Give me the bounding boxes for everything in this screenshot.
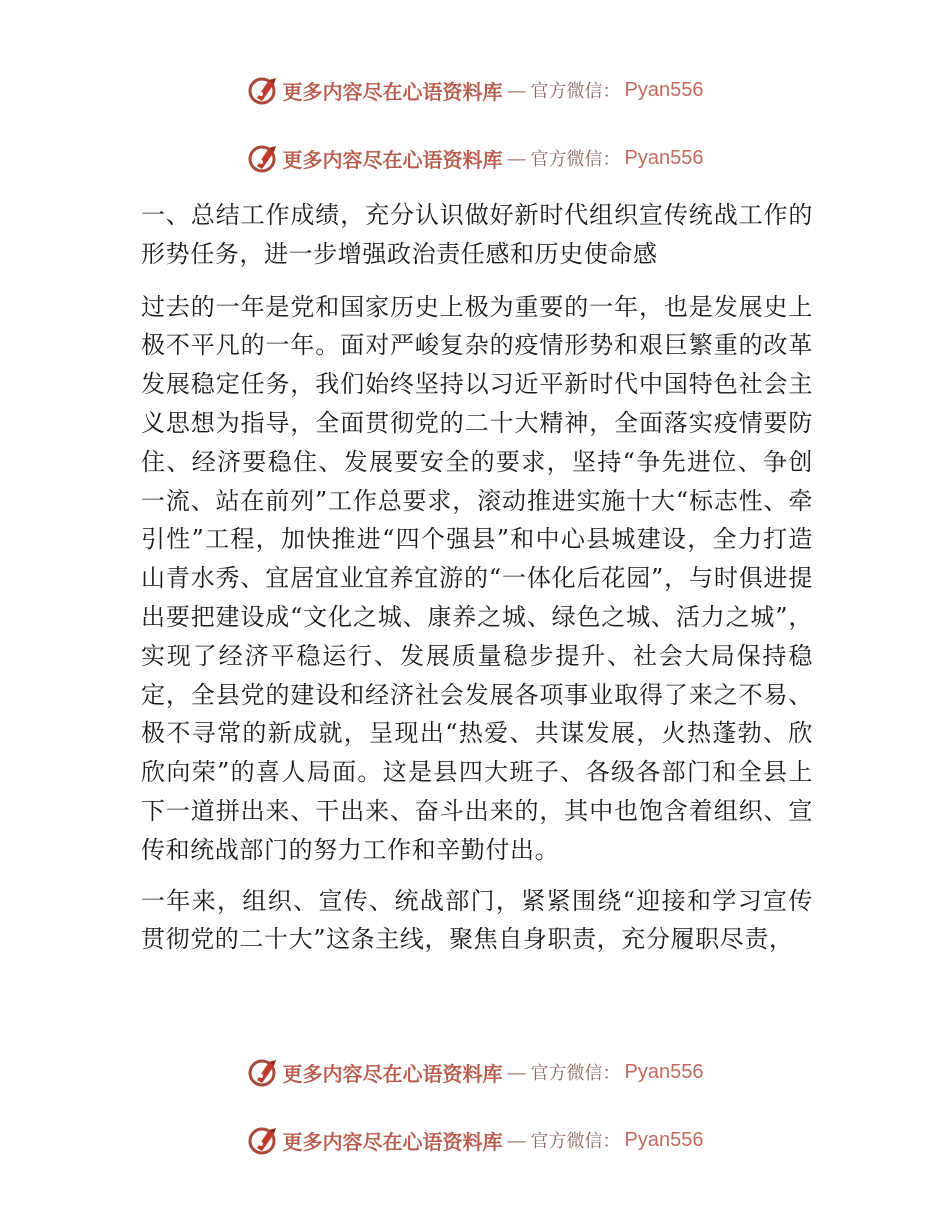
watermark-banner-top-1 [0,70,950,110]
watermark-wechat-label: 官方微信： [530,149,621,170]
pen-nib-logo-icon [247,1124,279,1156]
watermark-text: 更多内容尽在心语资料库 [282,1129,503,1154]
watermark-wechat-label: 官方微信： [530,1131,621,1152]
watermark-text: 更多内容尽在心语资料库 [282,1061,503,1086]
pen-nib-logo-icon [247,142,279,174]
pen-nib-logo-icon [247,74,279,106]
watermark-banner-bottom-2 [0,1120,950,1160]
watermark-dash: — [506,1128,527,1152]
document-body [141,196,813,971]
watermark-wechat-id: Pyan556 [624,1128,704,1151]
watermark-text: 更多内容尽在心语资料库 [282,147,503,172]
watermark-text: 更多内容尽在心语资料库 [282,79,503,104]
watermark-dash: — [506,146,527,170]
watermark-dash: — [506,1060,527,1084]
watermark-wechat-id: Pyan556 [624,146,704,169]
section-heading: 一、总结工作成绩，充分认识做好新时代组织宣传统战工作的形势任务，进一步增强政治责任感和历史使命感 [141,201,813,268]
body-paragraph: 过去的一年是党和国家历史上极为重要的一年，也是发展史上极不平凡的一年。面对严峻复杂的疫情形势和艰巨繁重的改革发展稳定任务，我们始终坚持以习近平新时代中国特色社会主义思想为指导，全面贯彻党的二十大精神，全面落实疫情要防住、经济要稳住、发展要安全的要求，坚持“争先进位、争创一流、站在前列”工作总要求，滚动推进实施十大“标志性、牵引性”工程，加快推进“四个强县”和中心县城建设，全力打造山青水秀、宜居宜业宜养宜游的“一体化后花园”，与时俱进提出要把建设成“文化之城、康养之城、绿色之城、活力之城”，实现了经济平稳运行、发展质量稳步提升、社会大局保持稳定，全县党的建设和经济社会发展各项事业取得了来之不易、极不寻常的新成就，呈现出“热爱、共谋发展，火热蓬勃、欣欣向荣”的喜人局面。这是县四大班子、各级各部门和全县上下一道拼出来、干出来、奋斗出来的，其中也饱含着组织、宣传和统战部门的努力工作和辛勤付出。 [141,292,813,864]
watermark-banner-top-2 [0,138,950,178]
watermark-wechat-id: Pyan556 [624,78,704,101]
watermark-banner-bottom-1 [0,1052,950,1092]
body-paragraph: 一年来，组织、宣传、统战部门，紧紧围绕“迎接和学习宣传贯彻党的二十大”这条主线，聚焦自身职责，充分履职尽责， [141,886,813,954]
pen-nib-logo-icon [247,1056,279,1088]
watermark-dash: — [506,78,527,102]
watermark-wechat-id: Pyan556 [624,1060,704,1083]
watermark-wechat-label: 官方微信： [530,1063,621,1084]
watermark-wechat-label: 官方微信： [530,81,621,102]
